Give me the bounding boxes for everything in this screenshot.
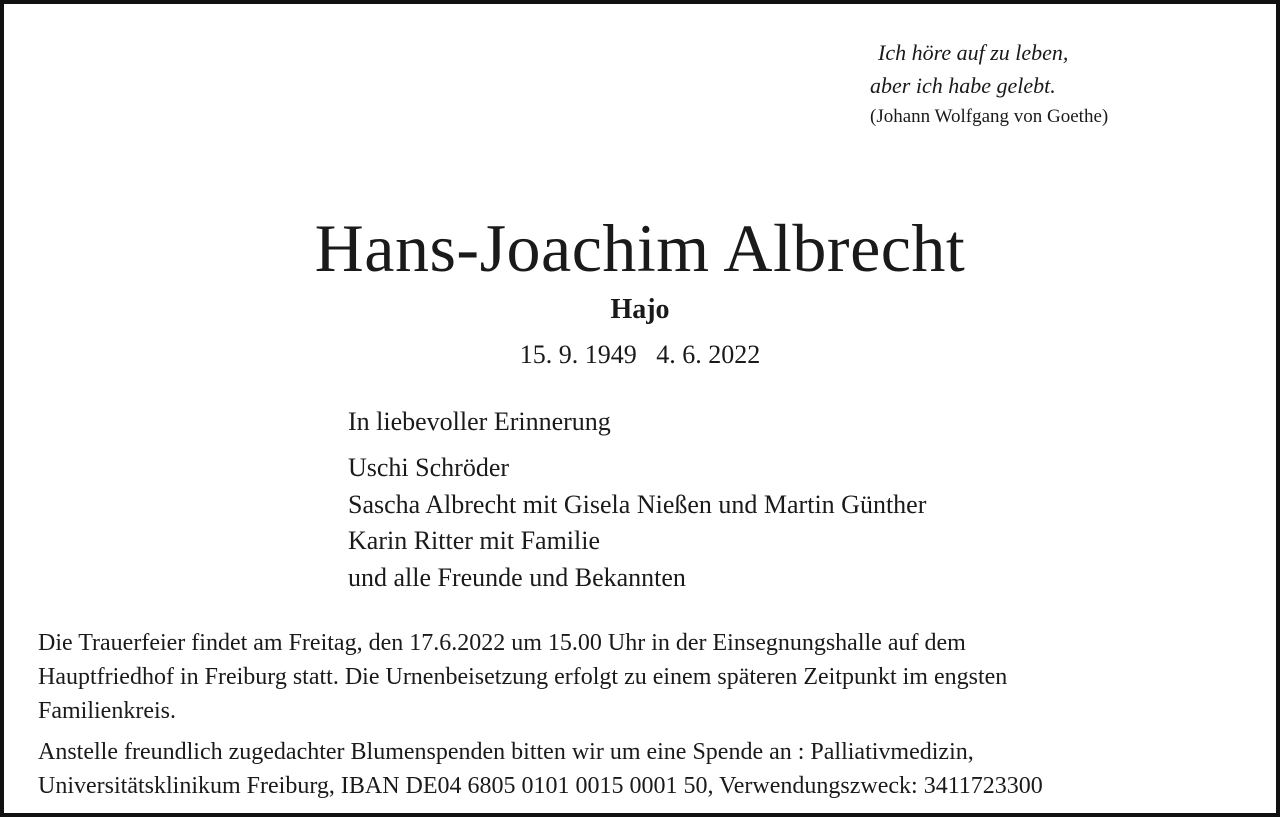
donation-line: Anstelle freundlich zugedachter Blumenspenden bitten wir um eine Spende an : Palliativmedizin, xyxy=(38,739,974,765)
mourner-line: Karin Ritter mit Familie xyxy=(348,526,601,555)
funeral-ceremony-notice xyxy=(38,626,1253,728)
quote-line-2: aber ich habe gelebt. xyxy=(870,73,1056,98)
deceased-nickname: Hajo xyxy=(610,294,670,325)
epigraph-quote xyxy=(870,36,1230,132)
deceased-name: Hans-Joachim Albrecht xyxy=(314,210,966,286)
ceremony-line: Die Trauerfeier findet am Freitag, den 17.6.2022 um 15.00 Uhr in der Einsegnungshalle auf dem xyxy=(38,630,966,656)
mourners-intro: In liebevoller Erinnerung xyxy=(348,407,611,436)
quote-author: (Johann Wolfgang von Goethe) xyxy=(870,106,1109,127)
ceremony-line: Hauptfriedhof in Freiburg statt. Die Urnenbeisetzung erfolgt zu einem späteren Zeitpunkt im engsten xyxy=(38,664,1008,690)
donation-line: Universitätsklinikum Freiburg, IBAN DE04 6805 0101 0015 0001 50, Verwendungszweck: 3411723300 xyxy=(38,773,1043,799)
mourner-line: Uschi Schröder xyxy=(348,453,510,482)
ceremony-line: Familienkreis. xyxy=(38,698,176,724)
quote-line-1: Ich höre auf zu leben, xyxy=(878,40,1069,65)
mourner-line: und alle Freunde und Bekannten xyxy=(348,562,686,592)
donation-notice xyxy=(38,735,1253,803)
mourner-line: Sascha Albrecht mit Gisela Nießen und Martin Günther xyxy=(348,489,927,519)
life-dates: 15. 9. 1949 4. 6. 2022 xyxy=(519,340,761,369)
mourners-block xyxy=(348,404,1148,596)
